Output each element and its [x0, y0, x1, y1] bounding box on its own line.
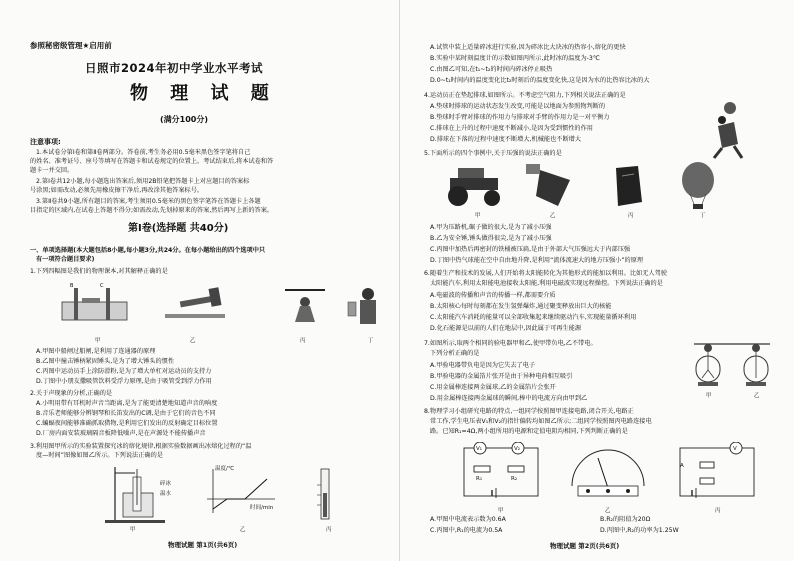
q1-option-c: C.丙图中运动员手上涂防滑粉,是为了增大单杠对运动员的支持力	[36, 368, 212, 375]
q8-option-a: A.甲图中电流表示数为0.6A	[430, 516, 506, 523]
fig-label: 乙	[240, 527, 246, 533]
exam-title: 日照市2024年初中学业水平考试	[85, 61, 264, 75]
q2-option-c: C.蝙蝠夜间能够准确抓取猎物,是利用它们发出的反射确定目标位置	[36, 420, 218, 427]
question-1: 1.下列四幅图是我们的物理课本,对其解释正确的是	[30, 268, 168, 275]
fig-label: 乙	[190, 338, 196, 344]
fig-label: 甲	[706, 393, 712, 399]
page-footer: 物理试题 第1页(共6页)	[168, 541, 238, 549]
svg-text:B: B	[70, 283, 74, 289]
part-heading: 有一项符合题目要求)	[36, 256, 95, 263]
question-3: 3.利用图甲所示的实验装置探究冰的熔化规律,根据实验数据画出冰熔化过程的“温	[30, 443, 252, 450]
fig-label: 丙	[300, 338, 306, 344]
q8-option-c: C.丙图中,R₁的电流为0.5A	[430, 527, 503, 534]
notice-line: 题卡一并交回。	[30, 167, 74, 174]
q1-option-a: A.甲图中船闸过船闸,是利用了连通器的原理	[36, 348, 156, 355]
voltmeter-dial	[572, 450, 644, 496]
q2-option-a: A.小明用带有耳机时声音当距离,是为了能更清楚地知道声音的响度	[36, 400, 218, 407]
volleyball-player-figure	[700, 100, 750, 160]
q8-option-b: B.R₂的阻值为20Ω	[600, 516, 651, 523]
q5-option-b: B.乙为安全锤,锤头做得很尖,是为了减小压强	[430, 235, 552, 242]
q4-option-d: D.排球在下落的过程中速度不断增大,机械能也不断增大	[430, 136, 582, 143]
notice-line: 3.第Ⅱ卷共9小题,所有题目的答案,考生须用0.5毫米的黑色签字笔答在答题卡上各题	[36, 198, 261, 205]
q3-option-a: A.试管中装上适量碎冰进行实验,因为碎冰比大块冰的热容小,熔化的更快	[430, 44, 626, 51]
q7-option-c: C.用金属棒连接两金属球,乙的金属箔片会张开	[430, 384, 556, 391]
electroscope-yi	[744, 344, 768, 386]
part-heading: 一、单项选择题(本大题包括8小题,每小题3分,共24分。在每小题给出的四个选项中只	[30, 247, 266, 254]
question-7: 7.如图所示,取两个相同的验电器甲和乙,使甲带负电,乙不带电。	[424, 340, 597, 347]
q5-option-d: D.丁图中热气球能在空中自由地升降,是利用“流体流速大的地方压强小”的原理	[430, 257, 644, 264]
q5-option-c: C.丙图中加热后再密封的铁桶被压扁,是由于外部大气压强远大于内部压强	[430, 246, 631, 253]
q7-option-d: D.用金属棒连接两金属球的瞬间,棒中的电流方向由甲到乙	[430, 395, 588, 402]
q3-figures	[95, 465, 345, 527]
q6-option-a: A.电磁波的传播和声音的传播一样,都需要介质	[430, 292, 556, 299]
fig-label: 丁	[368, 338, 374, 344]
road-roller-figure	[448, 168, 500, 206]
fig-label: 乙	[754, 393, 760, 399]
fig-text: 温水	[160, 491, 172, 497]
notice-line: 的姓名、准考证号、座号等填写在答题卡和试卷规定的位置上。考试结束后,将本试卷和答	[30, 158, 274, 165]
q2-option-b: B.音乐老师能够分辨钢琴和长笛发出的C调,是由于它们的音色不同	[36, 410, 216, 417]
question-3-cont: 度—时间”图像如图乙所示。下列说法正确的是	[36, 452, 163, 459]
hammer-figure	[165, 287, 225, 318]
q1-figures	[60, 280, 390, 335]
fig-text: R₂	[511, 476, 518, 482]
confidential-note: 参照秘密级管理★启用前	[30, 41, 112, 50]
q1-option-d: D.丁图中小朋友撒吸管饮料受浮力原理,是由于吸管受到浮力作用	[36, 378, 212, 385]
thermometer-figure	[317, 469, 329, 519]
svg-text:C: C	[100, 283, 104, 289]
y-axis-label: 温度/℃	[215, 466, 235, 472]
page-2	[400, 0, 794, 561]
subject-title: 物 理 试 题	[130, 83, 277, 104]
gymnast-figure	[285, 290, 325, 322]
q8-option-d: D.丙图中,R₂的功率为1.25W	[600, 527, 679, 534]
q3-option-b: B.实验中某时刻温度计的示数如图丙所示,此时冰的温度为-3℃	[430, 55, 600, 62]
fig-text: R₁	[476, 476, 483, 482]
question-7-cont: 下列分析正确的是	[430, 350, 480, 357]
notice-heading: 注意事项:	[30, 138, 61, 146]
fig-text: A	[680, 463, 684, 469]
fig-label: 丙	[628, 213, 634, 219]
fig-text: V₂	[514, 446, 520, 452]
q3-option-d: D.0~t₁时间内的温度变化比t₂时刻后的温度变化快,这是因为水的比热容比冰的大	[430, 77, 650, 84]
safety-hammer-figure	[526, 164, 570, 206]
fig-label: 乙	[605, 508, 611, 514]
question-6-cont: 太阳能汽车,利用太阳能电池接收太阳能,利用电磁波实现远程操控。下列说法正确的是	[430, 280, 663, 287]
q6-option-d: D.化石能源是以前的人们在地层中,因此属于可再生能源	[430, 325, 582, 332]
fig-label: 丙	[326, 527, 332, 533]
notice-line: 1.本试卷分第Ⅰ卷和第Ⅱ卷两部分。答卷前,考生务必用0.5毫米黑色签字笔将自己	[36, 149, 251, 156]
child-drinking-figure	[348, 288, 376, 324]
page-footer: 物理试题 第2页(共6页)	[550, 542, 620, 550]
notice-line: 目指定的区域内,在试卷上答题不得分;如需改动,先划掉原来的答案,然后再写上新的答案。	[30, 207, 274, 214]
q1-option-b: B.乙图中撞击锤柄紧固锤头,是为了增大锤头的惯性	[36, 358, 175, 365]
question-4: 4.运动员正在垫起排球,如图所示。不考虑空气阻力,下列相关说法正确的是	[424, 92, 626, 99]
fig-label: 丙	[715, 508, 721, 514]
q4-option-c: C.排球在上升的过程中速度不断减小,是因为受到惯性的作用	[430, 125, 593, 132]
question-6: 6.随着生产和技术的发展,人们开始将太阳能转化为其他形式的能加以利用。比如无人驾驶	[424, 270, 667, 277]
ice-melt-apparatus	[105, 467, 165, 523]
q7-option-b: B.甲验电器的金属箔片张开是由于异种电荷相互吸引	[430, 373, 573, 380]
question-2: 2.关于声现象的分析,正确的是	[30, 390, 113, 397]
q2-option-d: D.厂房内面安装玻璃隔音板降低噪声,是在声源处不能传播声音	[36, 430, 206, 437]
q4-option-b: B.垫球时手臂对排球的作用力与排球对手臂的作用力是一对平衡力	[430, 114, 610, 121]
fig-label: 甲	[95, 338, 101, 344]
electroscopes-figure	[684, 338, 780, 390]
q5-option-a: A.甲为压路机,碾子做的很大,是为了减小压强	[430, 224, 552, 231]
circuit-bing	[680, 442, 754, 498]
x-axis-label: 时间/min	[250, 505, 274, 511]
fig-label: 丁	[700, 213, 706, 219]
notice-line: 2.第Ⅰ卷共12小题,每小题选出答案后,须用2B铅笔把答题卡上对应题目的答案标	[36, 178, 250, 185]
notice-line: 号涂黑;如需改动,必须先用橡皮擦干净后,再改涂其他答案标号。	[30, 187, 204, 194]
question-8-cont: 路。已知R₁=4Ω,两小组所用的电源和定值电阻均相同,下列判断正确的是	[430, 428, 628, 435]
q4-option-a: A.垫球时排球的运动状态发生改变,可能是以地面为参照物判断的	[430, 103, 606, 110]
q6-option-c: C.太阳能汽车消耗的能量可以全部收集起来继续驱动汽车,实现能量循环利用	[430, 314, 637, 321]
electroscope-jia	[696, 344, 720, 386]
section-title: 第Ⅰ卷(选择题 共40分)	[128, 223, 229, 234]
fig-label: 甲	[130, 527, 136, 533]
q3-option-c: C.由图乙可知,在t₁~t₂的时间内碎冰停止吸热	[430, 66, 553, 73]
fig-label: 甲	[475, 213, 481, 219]
fig-label: 甲	[498, 508, 504, 514]
crushed-bucket-figure	[616, 166, 642, 206]
q7-option-a: A.甲验电器带负电是因为它失去了电子	[430, 362, 536, 369]
hot-air-balloon-figure	[682, 162, 714, 209]
fig-text: V₁	[476, 446, 482, 452]
question-5: 5.下面所示的四个事例中,关于压强的说法正确的是	[424, 150, 562, 157]
q8-figures	[460, 442, 760, 504]
q6-option-b: B.太阳核心每时每刻都在发生氢弹爆炸,通过聚变释放出巨大的核能	[430, 303, 612, 310]
question-8: 8.物理学习小组研究电路的特点,一组同学按照图甲连接电路,闭合开关,电路正	[424, 408, 634, 415]
question-8-cont: 常工作,学生电压表V₁和V₂的指针偏转均如图乙所示;二组同学按照图丙电路连接电	[430, 418, 652, 425]
fig-label: 乙	[550, 213, 556, 219]
fig-text: V	[733, 446, 737, 452]
full-score: (满分100分)	[160, 115, 209, 124]
ship-lock-figure	[62, 283, 127, 320]
fig-text: 碎冰	[160, 481, 172, 487]
q5-figures	[440, 162, 730, 210]
